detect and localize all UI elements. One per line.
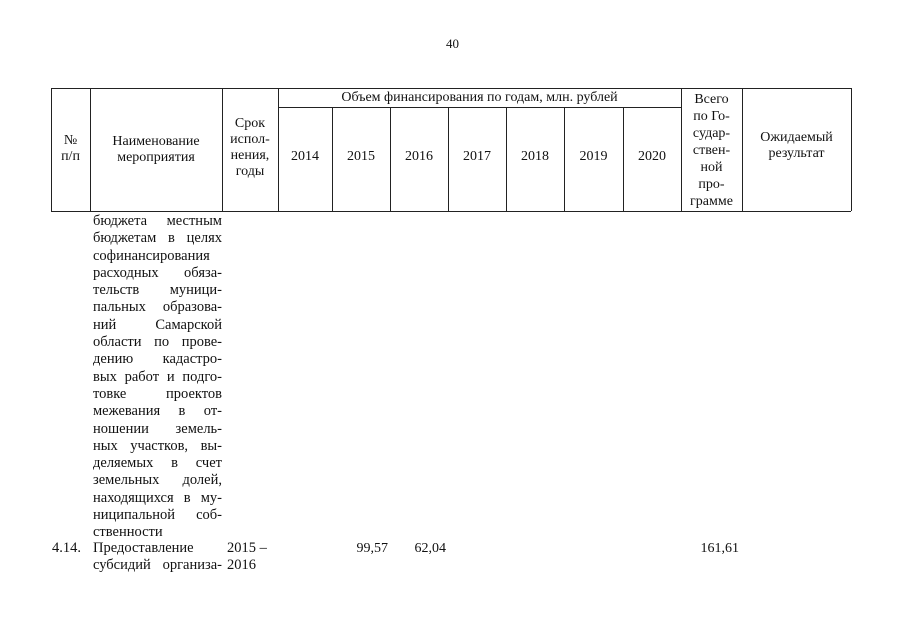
continuation-line: ственности — [93, 524, 163, 541]
header-term-line: нения, — [230, 148, 270, 163]
header-result — [742, 130, 851, 162]
header-total-line: грамме — [690, 194, 733, 209]
continuation-line: дению кадастро- — [93, 351, 222, 368]
table-top-border — [51, 88, 851, 89]
header-total-line: про- — [698, 177, 725, 192]
header-total-line: по Го- — [693, 109, 730, 124]
header-year-2018: 2018 — [521, 149, 549, 164]
row-term — [227, 540, 279, 575]
continuation-line: земельных долей, — [93, 472, 222, 489]
header-term-line: испол- — [230, 132, 270, 147]
header-term-line: годы — [235, 164, 265, 179]
header-year-2017: 2017 — [463, 149, 491, 164]
header-total-line: ной — [700, 160, 723, 175]
continuation-line: области по прове- — [93, 334, 222, 351]
header-total-line: судар- — [692, 126, 731, 141]
header-year-2014: 2014 — [291, 149, 319, 164]
header-total — [681, 91, 742, 210]
page-number: 40 — [446, 36, 459, 51]
header-total-line: Всего — [694, 92, 729, 107]
continuation-line: ниципальной соб- — [93, 507, 222, 524]
header-funding-group: Объем финансирования по годам, млн. рублей — [341, 90, 618, 105]
header-num-line: № — [63, 133, 78, 148]
continuation-name-text — [93, 213, 222, 542]
continuation-line: вых работ и подго- — [93, 368, 222, 385]
continuation-line: тельств муници- — [93, 282, 222, 299]
row-name-line: субсидий организа- — [93, 557, 222, 574]
continuation-line: бюджета местным — [93, 213, 222, 229]
continuation-line: софинансирования — [93, 247, 210, 264]
continuation-line: межевания в от- — [93, 403, 222, 420]
header-year-2015: 2015 — [347, 149, 375, 164]
header-year-2019: 2019 — [579, 149, 608, 164]
header-total-line: ствен- — [692, 143, 731, 158]
header-year-2016: 2016 — [405, 149, 433, 164]
continuation-line: пальных образова- — [93, 299, 222, 316]
header-name-line: Наименование — [112, 134, 200, 149]
continuation-line: товке проектов — [93, 385, 222, 402]
continuation-line: ношении земель- — [93, 420, 222, 437]
row-term-line: 2015 – — [227, 540, 267, 556]
row-value-2016: 62,04 — [414, 541, 446, 556]
row-name-line: Предоставление — [93, 540, 194, 556]
header-num-line: п/п — [61, 149, 80, 164]
header-term — [222, 116, 278, 180]
continuation-line: деляемых в счет — [93, 455, 222, 472]
header-name-line: мероприятия — [117, 150, 195, 165]
continuation-line: ных участков, вы- — [93, 437, 222, 454]
row-name — [93, 540, 222, 575]
row-value-2015: 99,57 — [356, 541, 388, 556]
header-result-line: результат — [768, 146, 825, 161]
row-value-total: 161,61 — [700, 541, 739, 556]
table-row — [0, 538, 905, 578]
continuation-line: бюджетам в целях — [93, 230, 222, 247]
col-line — [851, 88, 852, 211]
continuation-line: ний Самарской — [93, 316, 222, 333]
table-header-bottom-border — [51, 211, 851, 212]
header-term-line: Срок — [234, 116, 266, 131]
funding-group-divider — [278, 107, 681, 108]
continuation-line: находящихся в му- — [93, 489, 222, 506]
header-table — [0, 0, 905, 215]
header-name — [90, 134, 222, 166]
header-year-2020: 2020 — [638, 149, 666, 164]
header-num — [51, 133, 90, 165]
row-num: 4.14. — [52, 540, 81, 556]
row-term-line: 2016 — [227, 557, 256, 574]
header-result-line: Ожидаемый — [760, 130, 833, 145]
continuation-line: расходных обяза- — [93, 264, 222, 281]
